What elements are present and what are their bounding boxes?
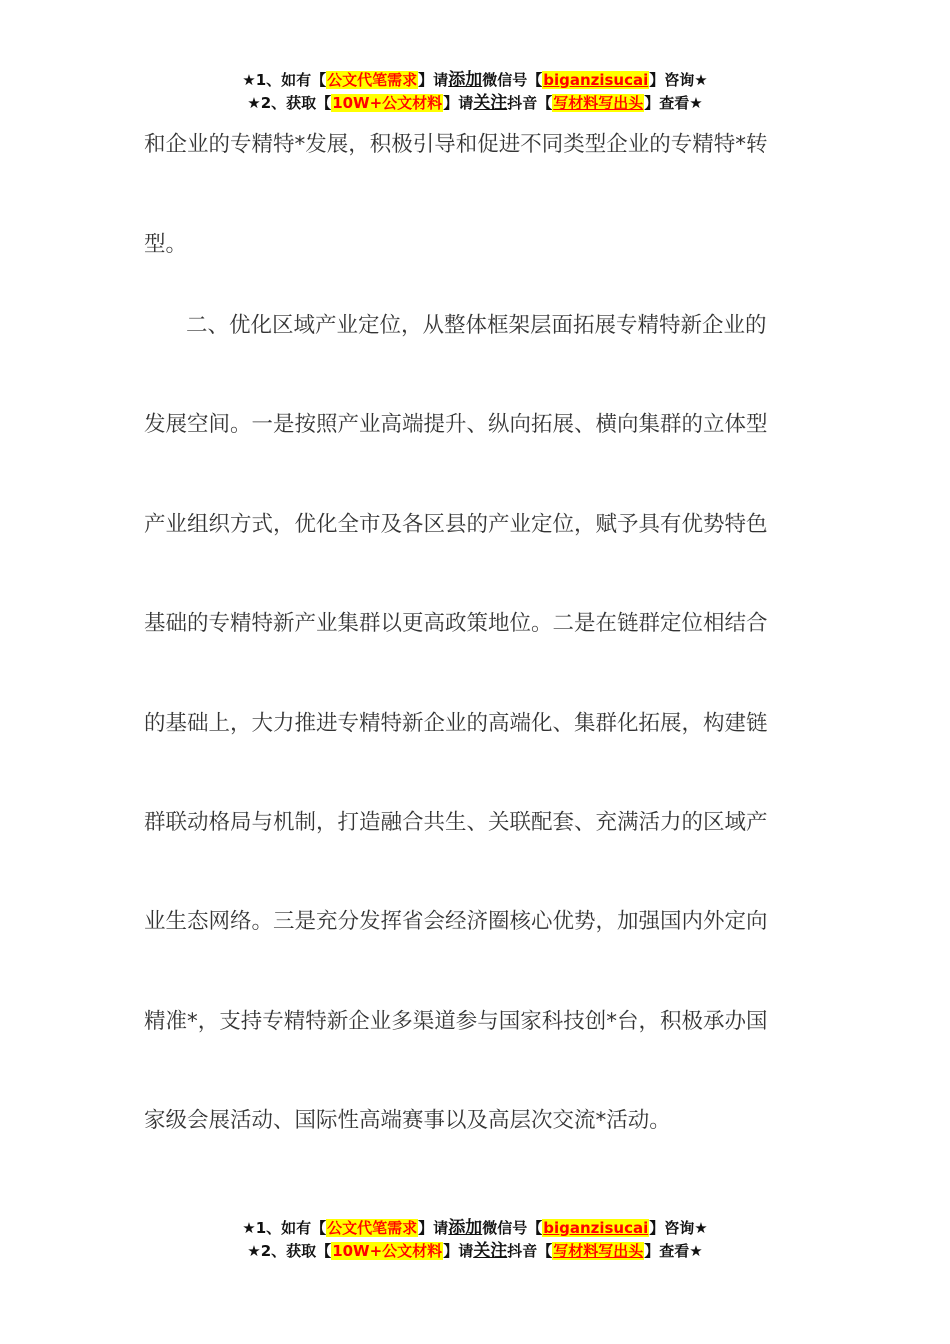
star-icon: ★ bbox=[694, 71, 708, 89]
star-icon: ★ bbox=[247, 94, 261, 112]
promo-emphasis: 添加 bbox=[448, 1218, 483, 1238]
promo-highlight-douyin-account[interactable]: 写材料写出头 bbox=[553, 1242, 644, 1260]
promo-line-1 bbox=[0, 1217, 950, 1240]
promo-text: 微信号【 bbox=[482, 71, 543, 89]
star-icon: ★ bbox=[247, 1242, 261, 1260]
promo-highlight-materials: 10W+公文材料 bbox=[332, 94, 443, 112]
promo-text: 1、如有【 bbox=[255, 1219, 327, 1237]
promo-text: 抖音【 bbox=[507, 1242, 553, 1260]
promo-text: 】请 bbox=[443, 94, 474, 112]
star-icon: ★ bbox=[694, 1219, 708, 1237]
promo-highlight-materials: 10W+公文材料 bbox=[332, 1242, 443, 1260]
star-icon: ★ bbox=[689, 94, 703, 112]
promo-line-2 bbox=[0, 1240, 950, 1263]
star-icon: ★ bbox=[242, 71, 256, 89]
promo-text: 微信号【 bbox=[482, 1219, 543, 1237]
paragraph-line: 发展空间。一是按照产业高端提升、纵向拓展、横向集群的立体型 bbox=[144, 412, 768, 437]
star-icon: ★ bbox=[242, 1219, 256, 1237]
promo-highlight-service: 公文代笔需求 bbox=[327, 1219, 418, 1237]
promo-emphasis: 关注 bbox=[473, 93, 508, 113]
promo-text: 】请 bbox=[418, 71, 449, 89]
paragraph-line: 基础的专精特新产业集群以更高政策地位。二是在链群定位相结合 bbox=[144, 611, 768, 636]
paragraph-line: 型。 bbox=[144, 232, 188, 257]
promo-highlight-service: 公文代笔需求 bbox=[327, 71, 418, 89]
promo-text: 】咨询 bbox=[649, 71, 695, 89]
promo-text: 】咨询 bbox=[649, 1219, 695, 1237]
paragraph-line: 的基础上，大力推进专精特新企业的高端化、集群化拓展，构建链 bbox=[144, 711, 768, 736]
paragraph-line: 产业组织方式，优化全市及各区县的产业定位，赋予具有优势特色 bbox=[144, 512, 768, 537]
promo-line-1 bbox=[0, 69, 950, 92]
promo-emphasis: 关注 bbox=[473, 1241, 508, 1261]
paragraph-line: 业生态网络。三是充分发挥省会经济圈核心优势，加强国内外定向 bbox=[144, 909, 768, 934]
promo-text: 抖音【 bbox=[507, 94, 553, 112]
promo-text: 】查看 bbox=[644, 1242, 690, 1260]
promo-highlight-wechat-id[interactable]: biganzisucai bbox=[543, 71, 649, 89]
promo-text: 2、获取【 bbox=[260, 94, 332, 112]
paragraph-line: 精准*，支持专精特新企业多渠道参与国家科技创*台，积极承办国 bbox=[144, 1009, 768, 1034]
promo-text: 2、获取【 bbox=[260, 1242, 332, 1260]
promo-text: 】查看 bbox=[644, 94, 690, 112]
promo-line-2 bbox=[0, 92, 950, 115]
footer-promo-banner bbox=[0, 1217, 950, 1263]
promo-text: 】请 bbox=[418, 1219, 449, 1237]
star-icon: ★ bbox=[689, 1242, 703, 1260]
paragraph-line: 家级会展活动、国际性高端赛事以及高层次交流*活动。 bbox=[144, 1108, 671, 1133]
promo-highlight-wechat-id[interactable]: biganzisucai bbox=[543, 1219, 649, 1237]
promo-text: 1、如有【 bbox=[255, 71, 327, 89]
promo-text: 】请 bbox=[443, 1242, 474, 1260]
section-heading-line: 二、优化区域产业定位，从整体框架层面拓展专精特新企业的 bbox=[186, 313, 767, 338]
promo-emphasis: 添加 bbox=[448, 70, 483, 90]
promo-highlight-douyin-account[interactable]: 写材料写出头 bbox=[553, 94, 644, 112]
paragraph-line: 和企业的专精特*发展，积极引导和促进不同类型企业的专精特*转 bbox=[144, 132, 768, 157]
paragraph-line: 群联动格局与机制，打造融合共生、关联配套、充满活力的区域产 bbox=[144, 810, 768, 835]
header-promo-banner bbox=[0, 69, 950, 115]
